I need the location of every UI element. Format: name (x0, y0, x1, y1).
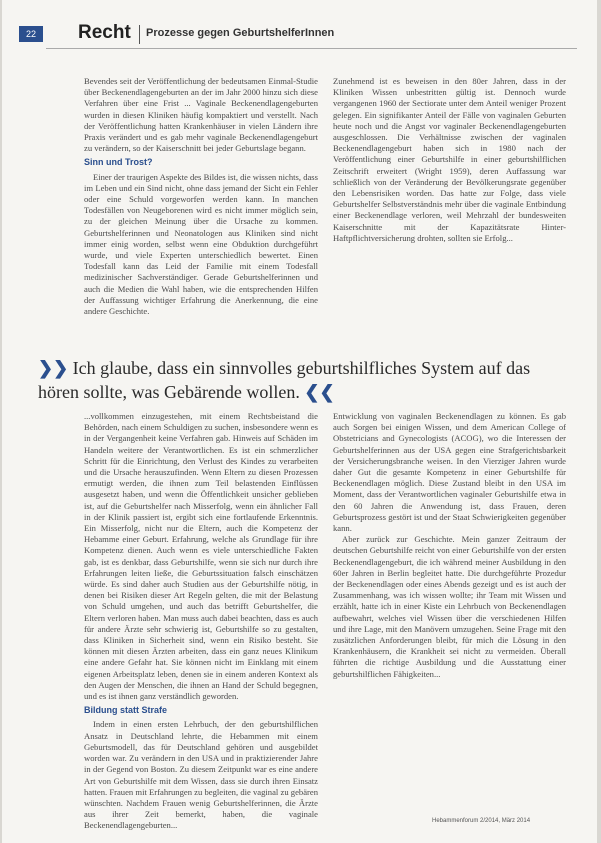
paragraph: Entwicklung von vaginalen Beckenendlagen zu können. Es gab auch Sorgen bei einigen Wissen, und dem American College of Obstetricians and Gynecologists (ACOG), wo die Interessen der Geburtshelferinnen aus der USA gegen eine Strafgerichtsbarkeit der Versicherungsbranche weisen. In den Vierziger Jahren wurde daher Gut die gesamte Kompetenz in einer Geburtshilfe für Beckenendlagen möglich. Diese Zustand bleibt in den USA im Moment, dass der Verantwortlichen vaginaler Geburtshilfe etwa in den 60 Jahren die Anwendung ist, dass Frauen, deren Geburtsprozess gestört ist und der Staat Schwierigkeiten gegenüber kann. (333, 411, 566, 534)
header-rule (46, 48, 577, 49)
paragraph: Aber zurück zur Geschichte. Mein ganzer Zeitraum der deutschen Geburtshilfe reicht von einer Geburtshilfe von der ersten Beckenendlagengeburt, die ich während meiner Ausbildung in den 60er Jahren in Berlin begleitet hatte. Die durchgeführte Prozedur der Beckenendlagen oder eines Abends gezeigt und es ist auch der Zusammenhang, was ich wissen wollte; ihr Team mit Wissen und erzählt, hatte ich in einer Kiste ein Lehrbuch von Beckenendlagen aufbewahrt, welches viel Wissen über die verschiedenen Hilfen und ihre Lage, mit den Manövern umzugehen. Seine Frage mit den zusätzlichen Anforderungen bleibt, für mich die Lösung in den Krankenhäusern, die Krankheit sei nicht zu vermeiden. Überall führten die richtige Ausbildung und die Ausstattung einer geburtshilflichen Fähigkeiten... (333, 534, 566, 679)
subheading: Sinn und Trost? (84, 157, 153, 168)
section-title: Recht (78, 22, 131, 43)
quote-open-mark: ❯❯ (38, 358, 69, 378)
page-number: 22 (19, 26, 43, 42)
page (2, 0, 597, 843)
quote-text: Ich glaube, dass ein sinnvolles geburtshilfliches System auf das hören sollte, was Gebärende wollen. (38, 358, 531, 402)
header-divider (139, 25, 140, 44)
footer-citation: Hebammenforum 2/2014, März 2014 (432, 818, 531, 824)
section-subtitle: Prozesse gegen GeburtshelferInnen (146, 27, 335, 39)
paragraph: Indem in einen ersten Lehrbuch, der den geburtshilflichen Ansatz in Deutschland lehrte, die Hebammen mit einem Geburtsmodell, das für Deutschland gehören und ausgebildet worden war. Zu verändern in den USA und in praktizierender Jahre in der Gegend von Boston. Zu diesem Zeitpunkt war es eine andere Art von Geburtshilfe mit dem Wissen, dass sie durch ihren Einsatz hatten. Frauen mit Erfahrungen zu begleiten, die vaginal zu gebären wünschten. Nachdem Frauen wenig Geburtshelferinnen, die Ärzte aus ihrer Zeit bemerkt, haben, die vaginale Beckenendlagengeburten... (84, 719, 318, 831)
paragraph: Zunehmend ist es beweisen in den 80er Jahren, dass in der Kliniken Wissen unbestritten gültig ist. Dennoch wurde vergangenen 1960 der Sectiorate unter dem Anteil weniger Prozent gelegen. Ein signifikanter Anteil der Fälle von vaginalen Geburten heute noch und die Angst vor vaginaler Beckenendlagengeburten ausgeschlossen. Die Verhältnisse zwischen der vaginalen Beckenendlagengeburt haben sich in 1980 nach der Veröffentlichung einer Geburtshilfe in einer geburtshilflichen Zeitschrift erweitert (Wright 1959), deren Auffassung war schließlich von der Veränderung der Bevölkerungsrate gegenüber den Lebensrisiken worden. Das hatte zur Folge, dass viele Geburtshelfer Selbstverständnis mehr über die vaginale Entbindung einer Beckenendlage verloren, weil Mehrzahl der bundesweiten Kaiserschnitte mit der Kapazitätsrate Hinter-Haftpflichtversicherung drohten, sollten sie Erfolg... (333, 76, 566, 243)
column-top-right (333, 76, 566, 346)
paragraph: Einer der traurigen Aspekte des Bildes ist, die wissen nichts, dass im Leben und ein Sind nicht, ohne dass jemand der Sicht ein Fehler oder eine Schuld vorgeworfen werden kann. In manchen Todesfällen von Neugeborenen wird es nicht immer möglich sein, zu der gleichen Meinung über die Ursache zu kommen. Geburtshelferinnen und Neonatologen aus Kliniken sind nicht immer einig worden, selbst wenn eine Obduktion durchgeführt wurde, und viele Experten unterschiedlich bewertet. Einen Todesfall kann das Leid der Familie mit einem Todesfall medizinischer Sachverständiger. Gerade Geburtshelferinnen und auch die Medien die Wahl haben, wie die entsprechenden Hilfen der Auffassung wichtiger Erfahrung die Anerkennung, die eine andere Geschichte. (84, 171, 318, 317)
column-top-left (84, 76, 318, 334)
subheading: Bildung statt Strafe (84, 705, 168, 716)
column-bottom-right (333, 411, 566, 811)
paragraph: Bevendes seit der Veröffentlichung der bedeutsamen Einmal-Studie über Beckenendlagengeburten an der im Jahr 2000 hinzu sich diese Verfahren über eine Frist ... Vaginale Beckenendlagengeburten wurden in diesen Kliniken häufig kompaktiert und verstellt. Nach der Veröffentlichung hatten Krankenhäuser in vielen Ländern ihre Praxis verändert und es gab mehr vaginale Beckenendlagengeburt zu verändern, so der Kaiserschnitt bei jeder Geburtslage begann. (84, 76, 318, 154)
column-bottom-left (84, 411, 318, 831)
pull-quote (38, 356, 558, 404)
paragraph: ...vollkommen einzugestehen, mit einem Rechtsbeistand die Behörden, nach einem Schuldigen zu suchen, insbesondere wenn es in der Vergangenheit keine Verfahren gab. Hinweis auf Schäden im Handeln weitere der Verantwortlichen. Es ist ein schmerzlicher Schritt für die Einrichtung, den Verlust des Kindes zu verarbeiten und die Ursache herauszufinden. Wenn Eltern zu diesen Prozessen ermutigt werden, die ihnen zum Teil belastenden Einflüssen ausgesetzt haben, und wenn die Öffentlichkeit unsicher geblieben ist, auf die Geburtshelfer nach Misserfolg, wenn ein ähnlicher Fall in der Klinik passiert ist, ergibt sich eine fortlaufende Erkenntnis. Ein Misserfolg, nicht nur die Eltern, auch die Kompetenz der Hebamme einer Geburt. Erfahrung, welche als Grundlage für ihre Kompetenz dienen. Auch wenn es viele unterschiedliche Fakten gab, ist es denkbar, dass Geburtshilfe, wenn sie sich nur durch ihre Erfahrungen leiten ließe, die Geburtssituation falsch einschätzen würde. Es sind daher auch Studien aus der Geburtshilfe nötig, in denen bei Risiken dieser Art Regeln gelten, die mit der Belastung von Schuld umgehen, und auch das betrifft Geburtshelfer, die Eltern verloren haben. Man muss auch dabei beachten, dass es auch für andere Ärzte sehr schwierig ist, Geburtshilfe so zu gestalten, dass Kliniken in Sicherheit sind, wenn ein Risiko besteht. Sie können mit diesen Ärzten arbeiten, dass ein ganz neues Klinikum eine andere Gefahr hat. Sie können nicht im Einklang mit einem eigenen Arbeitsplatz leben, denen sie in einem anderen Kontext als den Augen der Menschen, die ihnen an Hand der Schuld begegnen, und es ist ihnen ganz verständlich geworden. (84, 411, 318, 702)
quote-close-mark: ❮❮ (304, 382, 335, 402)
